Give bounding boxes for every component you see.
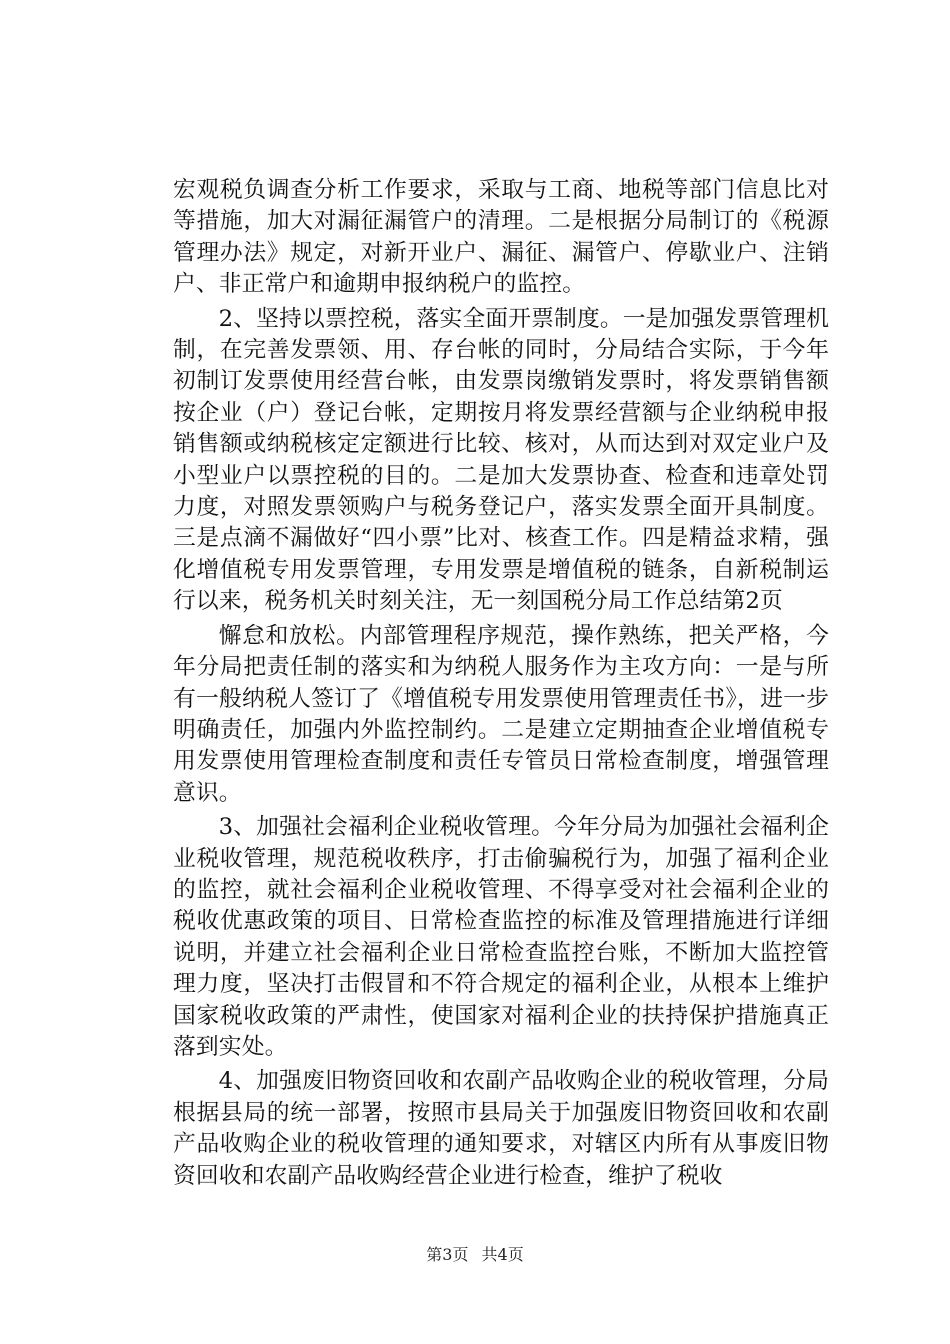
page-total: 共4页 <box>481 1245 524 1264</box>
paragraph-4: 3、加强社会福利企业税收管理。今年分局为加强社会福利企业税收管理，规范税收秩序，打击偷骗税行为，加强了福利企业的监控，就社会福利企业税收管理、不得享受对社会福利企业的税收优惠政策的项目、日常检查监控的标准及管理措施进行详细说明，并建立社会福利企业日常检查监控台账，不断加大监控管理力度，坚决打击假冒和不符合规定的福利企业，从根本上维护国家税收政策的严肃性，使国家对福利企业的扶持保护措施真正落到实处。 <box>173 814 829 1060</box>
page-number: 第3页 <box>426 1245 469 1264</box>
paragraph-1: 宏观税负调查分析工作要求，采取与工商、地税等部门信息比对等措施，加大对漏征漏管户的清理。二是根据分局制订的《税源管理办法》规定，对新开业户、漏征、漏管户、停歇业户、注销户、非正常户和逾期申报纳税户的监控。 <box>173 177 829 298</box>
document-body <box>173 175 829 1195</box>
paragraph-5: 4、加强废旧物资回收和农副产品收购企业的税收管理，分局根据县局的统一部署，按照市县局关于加强废旧物资回收和农副产品收购企业的税收管理的通知要求，对辖区内所有从事废旧物资回收和农副产品收购经营企业进行检查，维护了税收 <box>173 1068 829 1189</box>
page-footer <box>0 1242 950 1265</box>
paragraph-2: 2、坚持以票控税，落实全面开票制度。一是加强发票管理机制，在完善发票领、用、存台帐的同时，分局结合实际，于今年初制订发票使用经营台帐，由发票岗缴销发票时，将发票销售额按企业（户）登记台帐，定期按月将发票经营额与企业纳税申报销售额或纳税核定定额进行比较、核对，从而达到对双定业户及小型业户以票控税的目的。二是加大发票协查、检查和违章处罚力度，对照发票领购户与税务登记户，落实发票全面开具制度。三是点滴不漏做好“四小票”比对、核查工作。四是精益求精，强化增值税专用发票管理，专用发票是增值税的链条，自新税制运行以来，税务机关时刻关注，无一刻国税分局工作总结第2页 <box>173 305 829 615</box>
paragraph-3: 懈怠和放松。内部管理程序规范，操作熟练，把关严格，今年分局把责任制的落实和为纳税人服务作为主攻方向：一是与所有一般纳税人签订了《增值税专用发票使用管理责任书》，进一步明确责任，加强内外监控制约。二是建立定期抽查企业增值税专用发票使用管理检查制度和责任专管员日常检查制度，增强管理意识。 <box>173 622 829 806</box>
